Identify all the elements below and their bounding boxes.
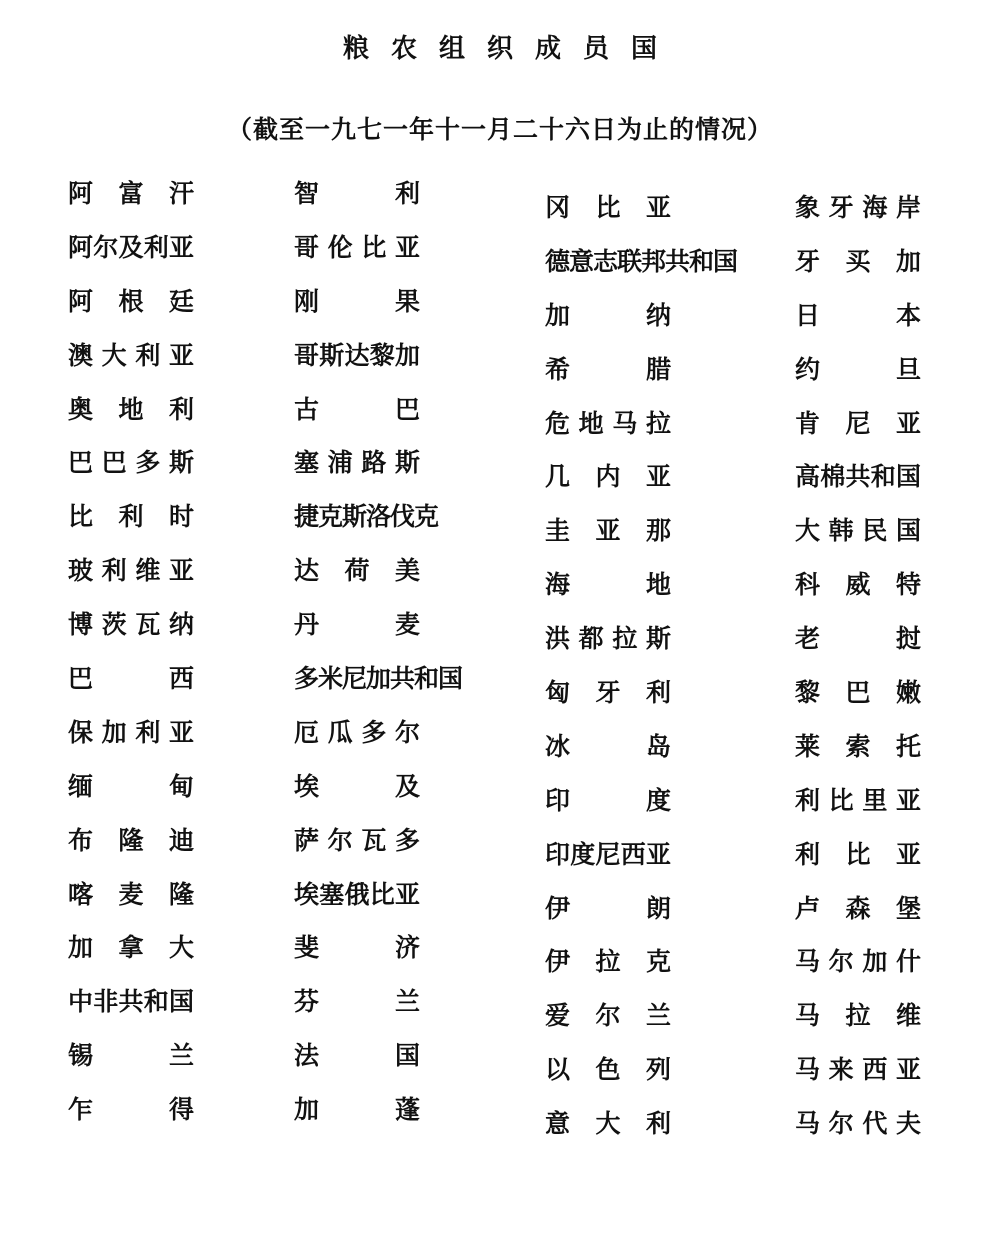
country-item: 几 内 亚: [545, 462, 671, 492]
country-item: 萨 尔 瓦 多: [294, 825, 420, 855]
country-item: 洪 都 拉 斯: [545, 624, 671, 654]
country-item: 黎 巴 嫩: [795, 678, 921, 708]
country-item: 希 腊: [545, 354, 671, 384]
country-item: 加 纳: [545, 300, 671, 330]
country-item: 约 旦: [795, 354, 921, 384]
country-item: 德意志联邦共和国: [545, 246, 738, 276]
country-item: 捷克斯洛伐克: [294, 502, 439, 532]
country-item: 牙 买 加: [795, 246, 921, 276]
country-item: 达 荷 美: [294, 556, 420, 586]
country-item: 博 茨 瓦 纳: [68, 610, 194, 640]
country-item: 海 地: [545, 570, 671, 600]
page-subtitle: （截至一九七一年十一月二十六日为止的情况）: [226, 115, 773, 144]
country-item: 加 蓬: [294, 1095, 420, 1125]
country-item: 危 地 马 拉: [545, 408, 671, 438]
country-item: 乍 得: [68, 1095, 194, 1125]
country-item: 冰 岛: [545, 731, 671, 761]
country-item: 阿 尔 及 利 亚: [68, 232, 194, 262]
country-item: 马 来 西 亚: [795, 1055, 921, 1085]
country-item: 布 隆 迪: [68, 825, 194, 855]
country-item: 刚 果: [294, 286, 420, 316]
country-item: 马 尔 代 夫: [795, 1109, 921, 1139]
country-column-4: [795, 194, 921, 1164]
country-column-2: [294, 179, 463, 1150]
country-item: 印 度 尼 西 亚: [545, 839, 671, 869]
country-item: 卢 森 堡: [795, 893, 921, 923]
country-item: 肯 尼 亚: [795, 408, 921, 438]
country-item: 埃 塞 俄 比 亚: [294, 879, 420, 909]
country-item: 利 比 亚: [795, 839, 921, 869]
country-item: 埃 及: [294, 771, 420, 801]
country-item: 利 比 里 亚: [795, 785, 921, 815]
country-item: 高 棉 共 和 国: [795, 462, 921, 492]
country-item: 芬 兰: [294, 987, 420, 1017]
country-item: 象 牙 海 岸: [795, 193, 921, 222]
country-item: 老 挝: [795, 624, 921, 654]
country-item: 厄 瓜 多 尔: [294, 717, 420, 747]
country-item: 比 利 时: [68, 502, 194, 532]
country-item: 巴 西: [68, 664, 194, 694]
country-item: 多米尼加共和国: [294, 664, 463, 694]
country-item: 冈 比 亚: [545, 193, 671, 222]
country-item: 阿 富 汗: [68, 179, 194, 208]
country-item: 哥 伦 比 亚: [294, 232, 420, 262]
country-item: 爱 尔 兰: [545, 1001, 671, 1031]
country-item: 马 拉 维: [795, 1001, 921, 1031]
country-item: 锡 兰: [68, 1041, 194, 1071]
country-item: 缅 甸: [68, 771, 194, 801]
country-item: 伊 拉 克: [545, 947, 671, 977]
country-item: 印 度: [545, 785, 671, 815]
country-item: 日 本: [795, 300, 921, 330]
country-item: 巴 巴 多 斯: [68, 448, 194, 478]
country-item: 中 非 共 和 国: [68, 987, 194, 1017]
country-item: 塞 浦 路 斯: [294, 448, 420, 478]
country-item: 玻 利 维 亚: [68, 556, 194, 586]
country-item: 斐 济: [294, 933, 420, 963]
country-item: 加 拿 大: [68, 933, 194, 963]
country-item: 大 韩 民 国: [795, 516, 921, 546]
country-item: 丹 麦: [294, 610, 420, 640]
country-item: 古 巴: [294, 394, 420, 424]
country-column-1: [68, 180, 194, 1150]
country-column-3: [545, 193, 738, 1164]
country-item: 喀 麦 隆: [68, 879, 194, 909]
country-item: 伊 朗: [545, 893, 671, 923]
country-item: 匈 牙 利: [545, 678, 671, 708]
country-item: 哥 斯 达 黎 加: [294, 340, 420, 370]
country-item: 意 大 利: [545, 1109, 671, 1139]
country-item: 以 色 列: [545, 1055, 671, 1085]
country-item: 澳 大 利 亚: [68, 340, 194, 370]
country-item: 保 加 利 亚: [68, 717, 194, 747]
country-item: 奥 地 利: [68, 394, 194, 424]
country-item: 法 国: [294, 1041, 420, 1071]
country-item: 智 利: [294, 179, 420, 208]
country-item: 莱 索 托: [795, 731, 921, 761]
country-item: 科 威 特: [795, 570, 921, 600]
country-item: 阿 根 廷: [68, 286, 194, 316]
country-item: 圭 亚 那: [545, 516, 671, 546]
page-title: 粮农组织成员国: [342, 34, 679, 64]
country-item: 马 尔 加 什: [795, 947, 921, 977]
